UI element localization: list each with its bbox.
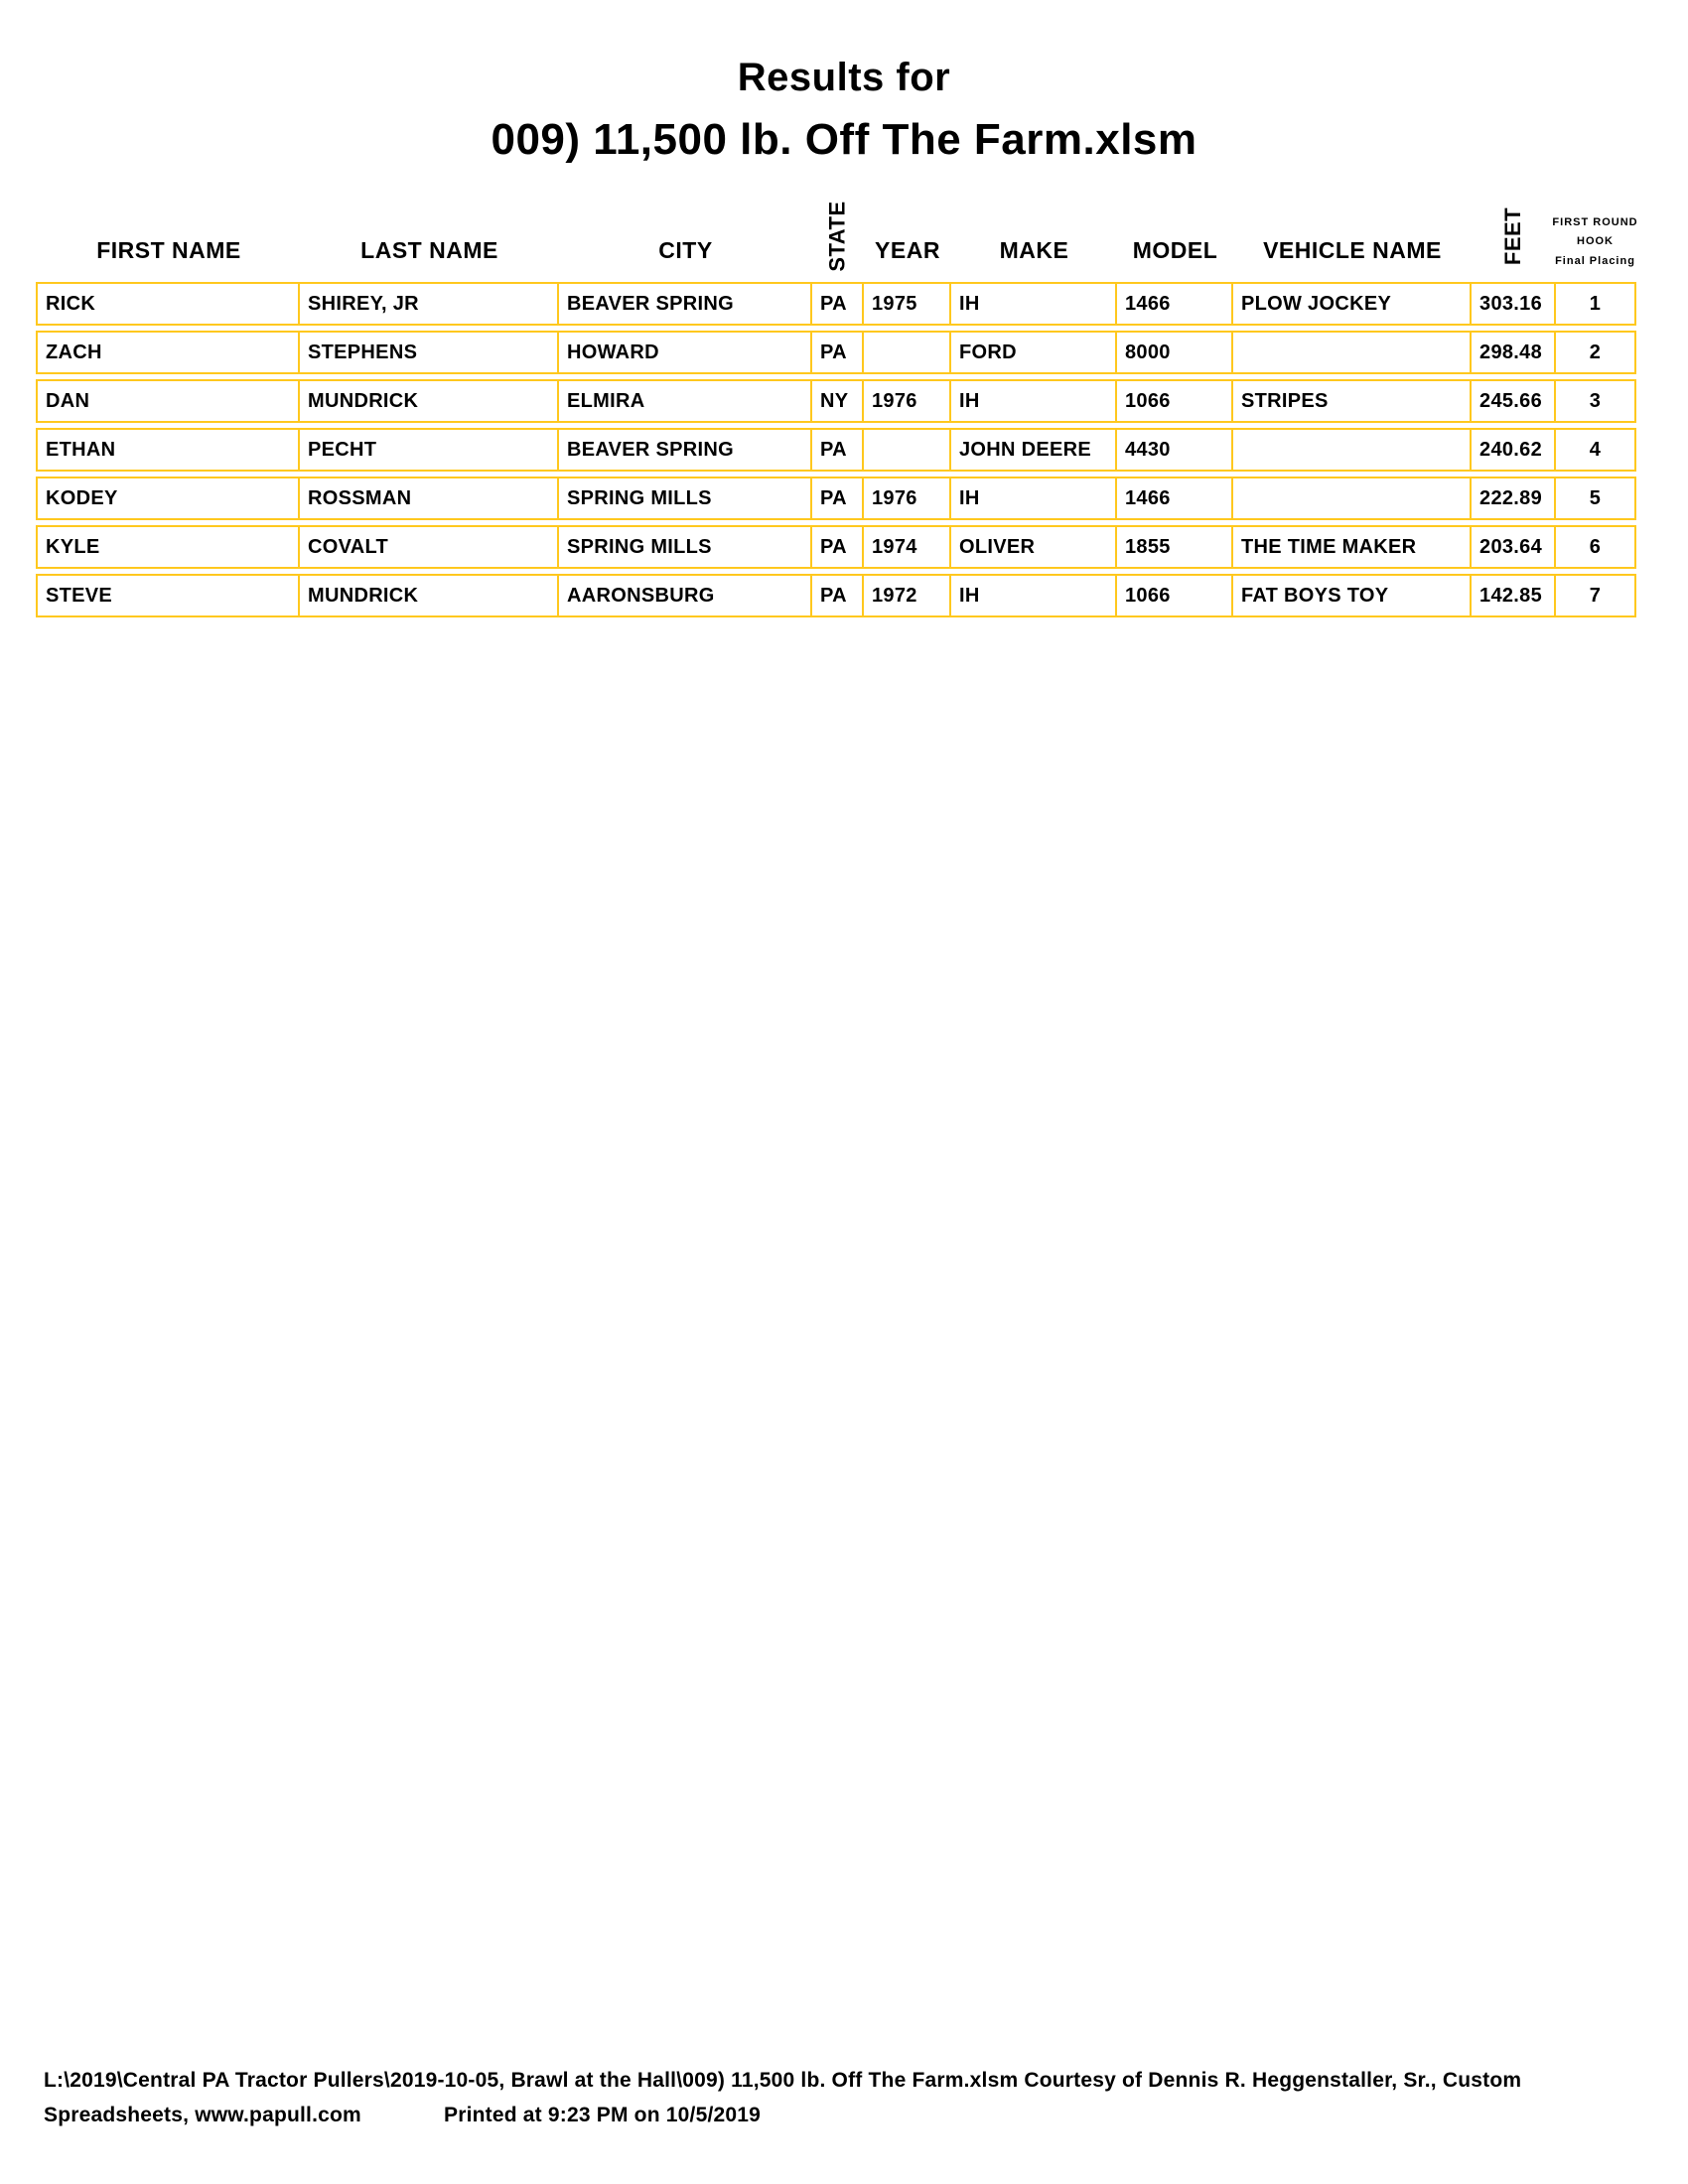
cell-city: SPRING MILLS bbox=[559, 478, 812, 518]
cell-first-name: ZACH bbox=[38, 333, 300, 372]
cell-make: JOHN DEERE bbox=[951, 430, 1117, 470]
cell-final-placing: 4 bbox=[1589, 438, 1602, 461]
cell-year: 1975 bbox=[864, 284, 951, 324]
footer-second-line bbox=[44, 2098, 1662, 2132]
cell-vehicle-name: PLOW JOCKEY bbox=[1233, 284, 1472, 324]
hook-header-line3: Final Placing bbox=[1555, 255, 1635, 268]
cell-final-placing: 2 bbox=[1589, 341, 1602, 363]
cell-final-placing: 6 bbox=[1589, 535, 1602, 558]
cell-state: PA bbox=[812, 430, 864, 470]
table-header-row bbox=[36, 197, 1636, 282]
feet-header-label: FEET bbox=[1500, 206, 1526, 266]
cell-state: PA bbox=[812, 333, 864, 372]
cell-make: OLIVER bbox=[951, 527, 1117, 567]
cell-last-name: MUNDRICK bbox=[300, 576, 559, 615]
cell-vehicle-name bbox=[1233, 478, 1472, 518]
cell-make: FORD bbox=[951, 333, 1117, 372]
cell-make: IH bbox=[951, 381, 1117, 421]
cell-last-name: SHIREY, JR bbox=[300, 284, 559, 324]
cell-model: 1066 bbox=[1117, 576, 1233, 615]
page-title: Results for bbox=[737, 56, 951, 99]
cell-year: 1976 bbox=[864, 478, 951, 518]
cell-first-name: DAN bbox=[38, 381, 300, 421]
cell-last-name: PECHT bbox=[300, 430, 559, 470]
cell-feet: 203.64 bbox=[1472, 527, 1556, 567]
table-row bbox=[36, 477, 1636, 520]
table-row bbox=[36, 574, 1636, 617]
cell-feet: 222.89 bbox=[1472, 478, 1556, 518]
cell-make: IH bbox=[951, 478, 1117, 518]
table-row bbox=[36, 282, 1636, 326]
cell-model: 8000 bbox=[1117, 333, 1233, 372]
cell-state: NY bbox=[812, 381, 864, 421]
cell-city: ELMIRA bbox=[559, 381, 812, 421]
hook-header-line2: HOOK bbox=[1577, 235, 1614, 248]
cell-state: PA bbox=[812, 576, 864, 615]
cell-year: 1974 bbox=[864, 527, 951, 567]
state-header-label: STATE bbox=[825, 201, 851, 272]
cell-final-placing: 1 bbox=[1589, 292, 1602, 315]
results-table bbox=[36, 197, 1636, 622]
cell-last-name: ROSSMAN bbox=[300, 478, 559, 518]
column-header-make: MAKE bbox=[999, 237, 1069, 263]
cell-city: SPRING MILLS bbox=[559, 527, 812, 567]
cell-first-name: ETHAN bbox=[38, 430, 300, 470]
column-header-final-placing bbox=[1552, 197, 1638, 282]
cell-first-name: STEVE bbox=[38, 576, 300, 615]
cell-final-placing: 3 bbox=[1589, 389, 1602, 412]
hook-header-line1: FIRST ROUND bbox=[1552, 215, 1638, 228]
table-row bbox=[36, 331, 1636, 374]
cell-last-name: COVALT bbox=[300, 527, 559, 567]
cell-vehicle-name bbox=[1233, 333, 1472, 372]
cell-model: 1855 bbox=[1117, 527, 1233, 567]
cell-city: BEAVER SPRING bbox=[559, 284, 812, 324]
cell-last-name: MUNDRICK bbox=[300, 381, 559, 421]
column-header-model: MODEL bbox=[1132, 237, 1218, 263]
cell-year bbox=[864, 430, 951, 470]
cell-city: AARONSBURG bbox=[559, 576, 812, 615]
cell-vehicle-name: STRIPES bbox=[1233, 381, 1472, 421]
cell-feet: 303.16 bbox=[1472, 284, 1556, 324]
cell-model: 1466 bbox=[1117, 284, 1233, 324]
footer-file-path-line: L:\2019\Central PA Tractor Pullers\2019-10-05, Brawl at the Hall\009) 11,500 lb. Off The Farm.xlsm Courtesy of Dennis R. Heggenstaller, Sr., Custom bbox=[44, 2069, 1522, 2092]
column-header-first-name: FIRST NAME bbox=[96, 237, 241, 263]
cell-feet: 245.66 bbox=[1472, 381, 1556, 421]
cell-feet: 142.85 bbox=[1472, 576, 1556, 615]
table-row bbox=[36, 525, 1636, 569]
cell-first-name: KODEY bbox=[38, 478, 300, 518]
cell-feet: 298.48 bbox=[1472, 333, 1556, 372]
cell-first-name: RICK bbox=[38, 284, 300, 324]
cell-state: PA bbox=[812, 284, 864, 324]
column-header-last-name: LAST NAME bbox=[360, 237, 498, 263]
cell-final-placing: 7 bbox=[1589, 584, 1602, 607]
page-subtitle: 009) 11,500 lb. Off The Farm.xlsm bbox=[491, 115, 1197, 164]
column-header-feet bbox=[1472, 197, 1556, 282]
cell-model: 4430 bbox=[1117, 430, 1233, 470]
footer-printed-timestamp: Printed at 9:23 PM on 10/5/2019 bbox=[444, 2104, 761, 2126]
cell-city: BEAVER SPRING bbox=[559, 430, 812, 470]
table-row bbox=[36, 379, 1636, 423]
cell-first-name: KYLE bbox=[38, 527, 300, 567]
cell-feet: 240.62 bbox=[1472, 430, 1556, 470]
cell-last-name: STEPHENS bbox=[300, 333, 559, 372]
cell-model: 1466 bbox=[1117, 478, 1233, 518]
cell-vehicle-name: THE TIME MAKER bbox=[1233, 527, 1472, 567]
cell-make: IH bbox=[951, 576, 1117, 615]
table-row bbox=[36, 428, 1636, 472]
footer-website-text: Spreadsheets, www.papull.com bbox=[44, 2104, 361, 2126]
column-header-state bbox=[812, 197, 864, 282]
cell-vehicle-name: FAT BOYS TOY bbox=[1233, 576, 1472, 615]
column-header-city: CITY bbox=[658, 237, 713, 263]
cell-city: HOWARD bbox=[559, 333, 812, 372]
column-header-vehicle-name: VEHICLE NAME bbox=[1263, 237, 1442, 263]
cell-state: PA bbox=[812, 478, 864, 518]
cell-year: 1976 bbox=[864, 381, 951, 421]
cell-year bbox=[864, 333, 951, 372]
cell-vehicle-name bbox=[1233, 430, 1472, 470]
cell-final-placing: 5 bbox=[1589, 486, 1602, 509]
page-footer bbox=[44, 2063, 1662, 2132]
cell-state: PA bbox=[812, 527, 864, 567]
column-header-year: YEAR bbox=[875, 237, 940, 263]
cell-model: 1066 bbox=[1117, 381, 1233, 421]
cell-make: IH bbox=[951, 284, 1117, 324]
cell-year: 1972 bbox=[864, 576, 951, 615]
